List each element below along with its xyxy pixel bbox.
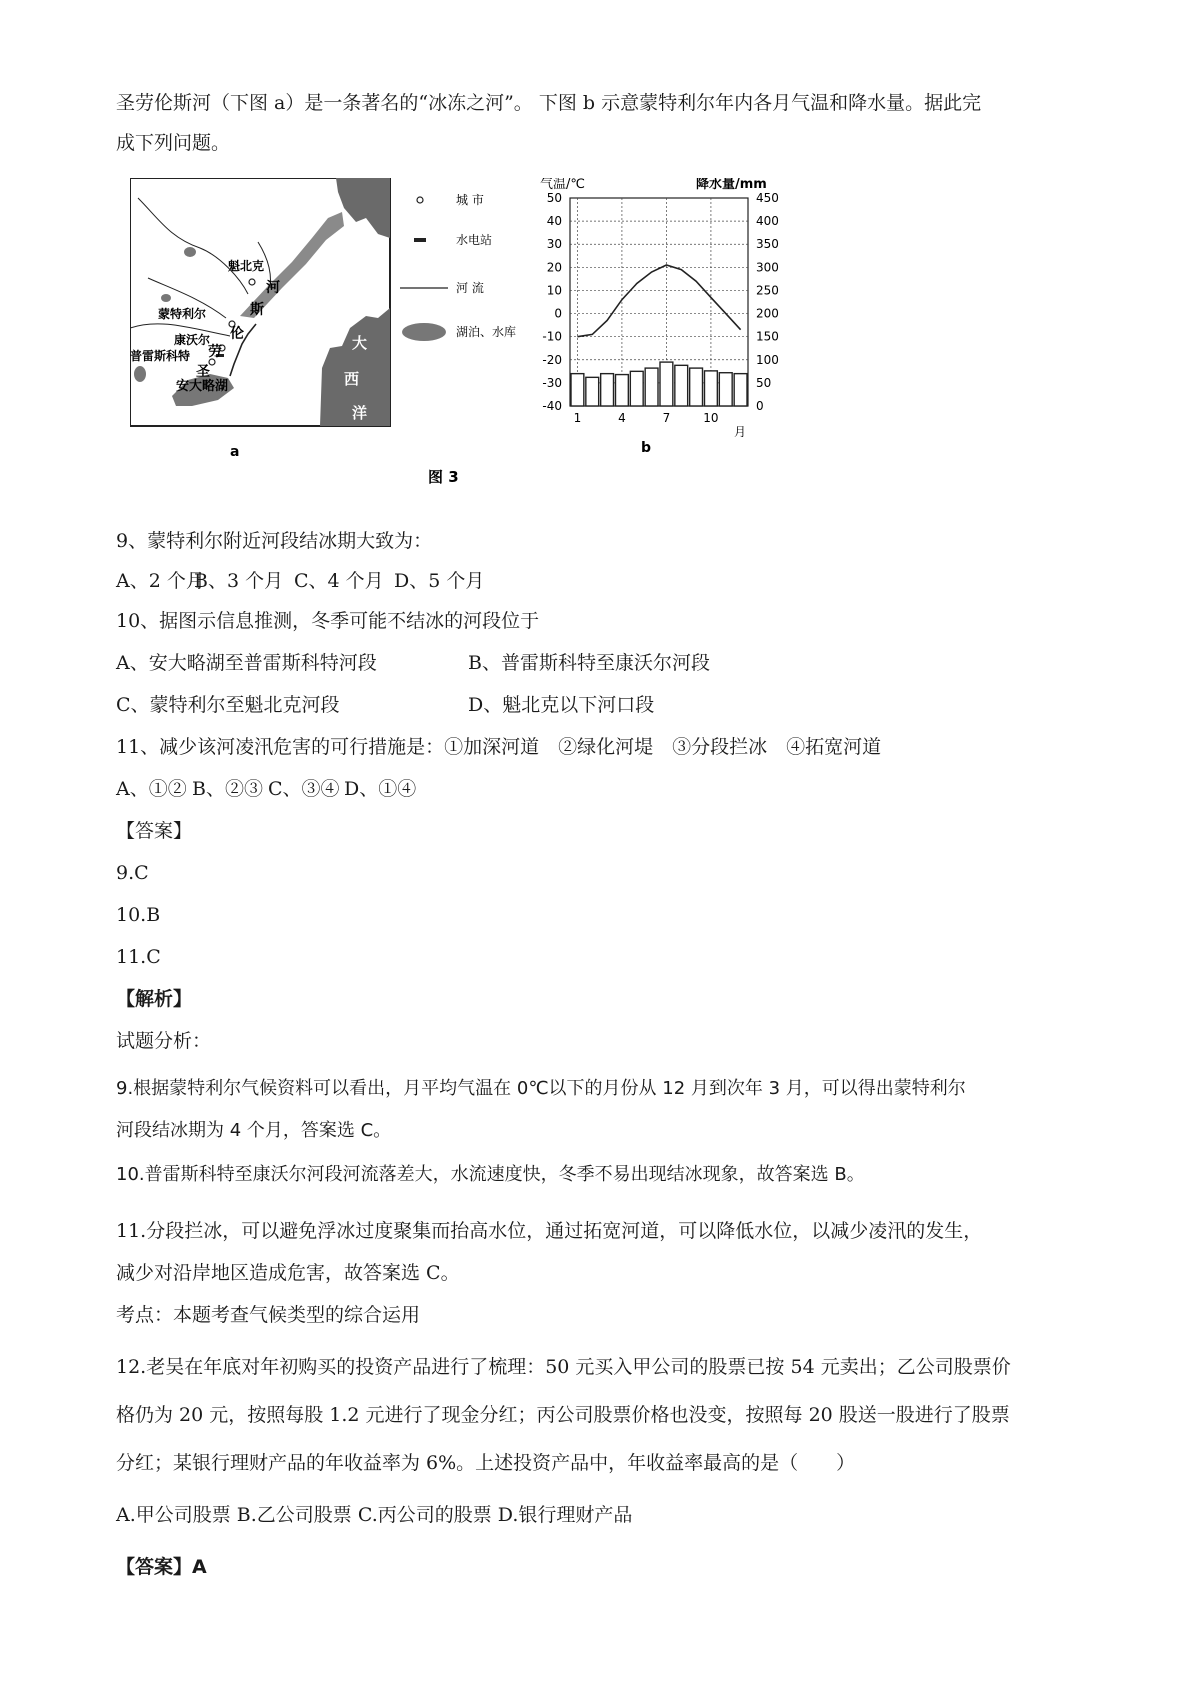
y-right-label: 降水量/mm: [696, 178, 767, 192]
temperature-line: [577, 265, 740, 337]
answer-heading: 【答案】: [116, 820, 193, 842]
option-c: C、4 个月: [294, 570, 384, 592]
label-ocean-char: 西: [344, 370, 360, 388]
hydropower-legend-icon: [414, 238, 426, 242]
y-left-tick-label: -10: [542, 329, 562, 344]
label-ocean-char: 洋: [352, 404, 368, 422]
question-9-options: [116, 570, 484, 593]
y-right-tick-label: 400: [756, 214, 779, 229]
city-legend-icon: [417, 197, 423, 203]
x-axis-label: 月: [734, 425, 747, 439]
label-river-char: 斯: [250, 302, 264, 318]
y-right-tick-label: 0: [756, 399, 764, 413]
figure-caption: 图 3: [428, 468, 459, 486]
analysis-10: 10.普雷斯科特至康沃尔河段河流落差大，水流速度快，冬季不易出现结冰现象，故答案选 B。: [116, 1164, 865, 1185]
y-left-tick-label: 0: [554, 306, 562, 321]
option-c: C、③④: [268, 778, 340, 800]
x-tick-label: 10: [703, 411, 719, 425]
option-a: A、①②: [116, 778, 187, 800]
small-lake: [134, 366, 146, 382]
option-d: D、5 个月: [394, 570, 485, 592]
analysis-subheading: 试题分析：: [116, 1030, 212, 1052]
precipitation-bar: [586, 377, 599, 406]
precipitation-bar: [660, 362, 673, 406]
y-left-tick-label: -40: [542, 399, 562, 413]
answer-10: 10.B: [116, 904, 161, 926]
precipitation-bar: [616, 375, 629, 406]
label-lake-ontario: 安大略湖: [176, 379, 229, 394]
map-a: [130, 178, 390, 460]
y-right-tick-label: 450: [756, 191, 779, 205]
label-prescott: 普雷斯科特: [130, 349, 191, 363]
intro-line-2: 成下列问题。: [116, 132, 231, 154]
y-right-tick-label: 100: [756, 352, 779, 367]
question-12-line-2: 格仍为 20 元，按照每股 1.2 元进行了现金分红；丙公司股票价格也没变，按照每 20 股送一股进行了股票: [116, 1404, 1010, 1426]
precipitation-bar: [630, 371, 643, 406]
y-right-tick-label: 250: [756, 283, 779, 298]
small-lake: [161, 294, 171, 302]
y-left-label: 气温/℃: [540, 178, 585, 192]
legend-river: 河 流: [456, 281, 484, 295]
option-b: B、②③: [192, 778, 263, 800]
legend-city: 城 市: [456, 193, 484, 207]
option-a: A、2 个月: [116, 570, 205, 592]
city-quebec: [249, 279, 255, 285]
y-left-tick-label: 40: [546, 214, 562, 229]
precipitation-bar: [675, 365, 688, 406]
question-10: 10、据图示信息推测，冬季可能不结冰的河段位于: [116, 610, 540, 632]
map-legend: [400, 193, 516, 341]
question-11-options: [116, 778, 416, 801]
question-9: 9、蒙特利尔附近河段结冰期大致为：: [116, 530, 433, 552]
question-12-answer: 【答案】A: [116, 1556, 207, 1578]
precipitation-bar: [571, 374, 584, 406]
precipitation-bar: [719, 373, 732, 406]
precipitation-bar: [734, 374, 747, 406]
precipitation-bar: [645, 368, 658, 406]
option-b: B、3 个月: [194, 570, 284, 592]
option-a: A、安大略湖至普雷斯科特河段: [116, 652, 377, 674]
y-left-tick-label: 10: [546, 283, 562, 298]
climate-chart-b: [540, 178, 779, 456]
figure-3: [130, 178, 850, 518]
precipitation-bar: [705, 371, 718, 406]
precipitation-bar: [690, 368, 703, 406]
label-ocean-char: 大: [352, 334, 368, 352]
option-b: B、普雷斯科特至康沃尔河段: [468, 652, 710, 674]
legend-hydropower: 水电站: [456, 233, 493, 247]
y-right-tick-label: 300: [756, 260, 779, 275]
question-12-line-3: 分红；某银行理财产品的年收益率为 6%。上述投资产品中，年收益率最高的是（ ）: [116, 1452, 856, 1474]
y-right-tick-label: 50: [756, 375, 772, 390]
analysis-point: 考点：本题考查气候类型的综合运用: [116, 1304, 421, 1326]
small-lake: [184, 247, 196, 257]
x-tick-label: 7: [662, 411, 671, 425]
analysis-11-line-2: 减少对沿岸地区造成危害，故答案选 C。: [116, 1262, 460, 1284]
question-12-line-1: 12.老吴在年底对年初购买的投资产品进行了梳理：50 元买入甲公司的股票已按 54 元卖出；乙公司股票价: [116, 1356, 1011, 1378]
label-river-char: 伦: [230, 326, 244, 342]
y-left-tick-label: -20: [542, 352, 562, 367]
y-left-tick-label: -30: [542, 375, 562, 390]
precipitation-bar: [601, 374, 614, 406]
lake-legend-icon: [402, 323, 446, 341]
legend-lake: 湖泊、水库: [456, 325, 517, 339]
label-river-char: 劳: [208, 344, 222, 360]
label-montreal: 蒙特利尔: [158, 307, 207, 321]
label-cornwall: 康沃尔: [174, 333, 211, 347]
precipitation-bars: [571, 362, 747, 406]
y-right-tick-label: 200: [756, 306, 779, 321]
y-left-tick-label: 50: [546, 191, 562, 205]
intro-line-1: 圣劳伦斯河（下图 a）是一条著名的“冰冻之河”。 下图 b 示意蒙特利尔年内各月气温和降水量。据此完: [116, 92, 982, 114]
option-d: D、魁北克以下河口段: [468, 694, 655, 716]
label-river-char: 河: [266, 280, 280, 296]
option-c: C、蒙特利尔至魁北克河段: [116, 694, 340, 716]
chart-label: b: [641, 440, 652, 456]
y-right-tick-label: 350: [756, 237, 779, 252]
label-river-char: 圣: [196, 364, 210, 380]
question-10-row-2: [116, 694, 654, 717]
analysis-9-line-2: 河段结冰期为 4 个月，答案选 C。: [116, 1120, 392, 1141]
y-right-tick-label: 150: [756, 329, 779, 344]
y-left-tick-label: 30: [546, 237, 562, 252]
analysis-9-line-1: 9.根据蒙特利尔气候资料可以看出，月平均气温在 0℃以下的月份从 12 月到次年 3 月，可以得出蒙特利尔: [116, 1078, 966, 1099]
analysis-11-line-1: 11.分段拦冰，可以避免浮冰过度聚集而抬高水位，通过拓宽河道，可以降低水位，以减少凌汛的发生，: [116, 1220, 983, 1242]
analysis-heading: 【解析】: [116, 988, 193, 1010]
question-11: 11、减少该河凌汛危害的可行措施是：①加深河道 ②绿化河堤 ③分段拦冰 ④拓宽河道: [116, 736, 882, 758]
x-tick-label: 1: [573, 411, 582, 425]
question-10-row-1: [116, 652, 710, 675]
option-d: D、①④: [344, 778, 417, 800]
label-quebec: 魁北克: [228, 259, 265, 273]
answer-11: 11.C: [116, 946, 161, 968]
x-tick-label: 4: [618, 411, 626, 425]
map-label: a: [230, 444, 240, 460]
answer-9: 9.C: [116, 862, 149, 884]
y-left-tick-label: 20: [546, 260, 562, 275]
question-12-options: A.甲公司股票 B.乙公司股票 C.丙公司的股票 D.银行理财产品: [116, 1504, 633, 1526]
figure-svg: [130, 178, 850, 518]
